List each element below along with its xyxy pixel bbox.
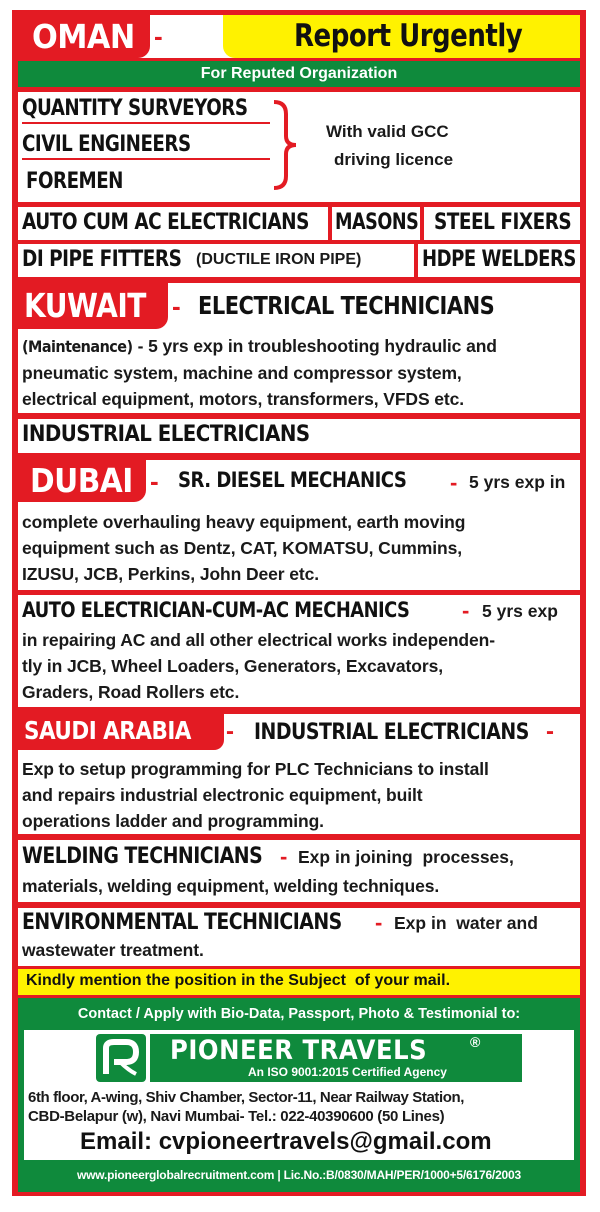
reputed-org-bar: For Reputed Organization xyxy=(18,61,580,87)
pioneer-logo-icon xyxy=(96,1034,146,1082)
dubai-country-badge: DUBAI xyxy=(18,460,146,502)
pioneer-logo-banner: PIONEER TRAVELS ® An ISO 9001:2015 Certified Agency xyxy=(150,1034,522,1082)
dubai-section: DUBAI - SR. DIESEL MECHANICS - 5 yrs exp in complete overhauling heavy equipment, earth moving equipment such as Dentz, CAT, KOMATSU, Cummins, IZUSU, JCB, Perkins, John Deer etc. xyxy=(18,460,580,590)
kuwait-role: ELECTRICAL TECHNICIANS xyxy=(198,291,495,320)
oman-bracket-box xyxy=(18,92,580,202)
saudi-country-badge: SAUDI ARABIA xyxy=(18,714,224,750)
ductile-iron-note: (DUCTILE IRON PIPE) xyxy=(196,251,362,268)
subject-notice-bar: Kindly mention the position in the Subject of your mail. xyxy=(18,969,580,995)
kuwait-dash: - xyxy=(172,291,181,321)
dubai-auto-electrician-section: AUTO ELECTRICIAN-CUM-AC MECHANICS - 5 yrs exp in repairing AC and all other electrical works independen- tly in JCB, Wheel Loaders, Generators, Excavators, Graders, Road Rollers etc. xyxy=(18,595,580,707)
environmental-technicians-section: ENVIRONMENTAL TECHNICIANS - Exp in water and wastewater treatment. xyxy=(18,908,580,966)
kuwait-section xyxy=(18,283,580,413)
contact-panel xyxy=(18,998,580,1192)
iso-line: An ISO 9001:2015 Certified Agency xyxy=(248,1065,447,1079)
role-foremen: FOREMEN xyxy=(26,169,123,194)
role-quantity-surveyors: QUANTITY SURVEYORS xyxy=(22,96,270,124)
welding-technicians-section: WELDING TECHNICIANS - Exp in joining processes, materials, welding equipment, welding techniques. xyxy=(18,840,580,902)
environmental-role: ENVIRONMENTAL TECHNICIANS xyxy=(22,910,342,935)
role-di-pipe-fitters: DI PIPE FITTERS (DUCTILE IRON PIPE) xyxy=(18,244,414,277)
gcc-licence-note: With valid GCC driving licence xyxy=(326,122,454,169)
role-masons: MASONS xyxy=(332,207,420,240)
saudi-dash: - xyxy=(226,718,234,745)
role-civil-engineers: CIVIL ENGINEERS xyxy=(22,132,270,160)
maintenance-tag: (Maintenance) xyxy=(22,337,133,356)
dubai-desc: complete overhauling heavy equipment, earth moving equipment such as Dentz, CAT, KOMATSU, Cummins, IZUSU, JCB, Perkins, John Deer etc. xyxy=(22,512,466,584)
pioneer-logo xyxy=(96,1034,522,1082)
saudi-desc: Exp to setup programming for PLC Technicians to install and repairs industrial electronic equipment, built operations ladder and programming. xyxy=(22,759,489,831)
welding-role: WELDING TECHNICIANS xyxy=(22,844,263,869)
contact-white-card xyxy=(24,1030,574,1160)
auto-electrician-role: AUTO ELECTRICIAN-CUM-AC MECHANICS xyxy=(22,598,410,622)
registered-mark: ® xyxy=(470,1034,481,1050)
report-urgently: Report Urgently xyxy=(294,18,523,54)
role-hdpe-welders: HDPE WELDERS xyxy=(418,244,580,277)
role-auto-cum-ac-electricians: AUTO CUM AC ELECTRICIANS xyxy=(18,207,328,240)
contact-heading: Contact / Apply with Bio-Data, Passport, Photo & Testimonial to: xyxy=(77,1006,521,1022)
contact-footer: www.pioneerglobalrecruitment.com | Lic.No.:B/0830/MAH/PER/1000+5/6176/2003 xyxy=(77,1168,521,1182)
contact-email[interactable]: Email: cvpioneertravels@gmail.com xyxy=(80,1128,492,1155)
oman-country: OMAN xyxy=(32,17,135,56)
role-industrial-electricians-kuwait: INDUSTRIAL ELECTRICIANS xyxy=(18,419,580,453)
kuwait-desc: (Maintenance) - 5 yrs exp in troubleshooting hydraulic and pneumatic system, machine and compressor system, electrical equipment, motors, transformers, VFDS etc. xyxy=(22,336,497,409)
auto-electrician-desc: in repairing AC and all other electrical works independen- tly in JCB, Wheel Loaders, Generators, Excavators, Graders, Road Rollers etc. xyxy=(22,630,495,702)
dubai-dash: - xyxy=(150,466,159,496)
saudi-section: SAUDI ARABIA - INDUSTRIAL ELECTRICIANS - Exp to setup programming for PLC Technicians to install and repairs industrial electronic equipment, built operations ladder and programming. xyxy=(18,714,580,834)
kuwait-country-badge: KUWAIT xyxy=(18,283,168,329)
curly-brace-icon xyxy=(270,100,300,190)
role-steel-fixers: STEEL FIXERS xyxy=(424,207,580,240)
contact-address: 6th floor, A-wing, Shiv Chamber, Sector-11, Near Railway Station, CBD-Belapur (w), Navi Mumbai- Tel.: 022-40390600 (50 Lines) xyxy=(28,1089,465,1125)
dubai-role-line: SR. DIESEL MECHANICS xyxy=(178,468,407,492)
saudi-role: INDUSTRIAL ELECTRICIANS xyxy=(254,720,529,745)
oman-header xyxy=(18,15,580,58)
oman-country-badge xyxy=(18,15,150,58)
oman-dash: - xyxy=(154,21,163,51)
